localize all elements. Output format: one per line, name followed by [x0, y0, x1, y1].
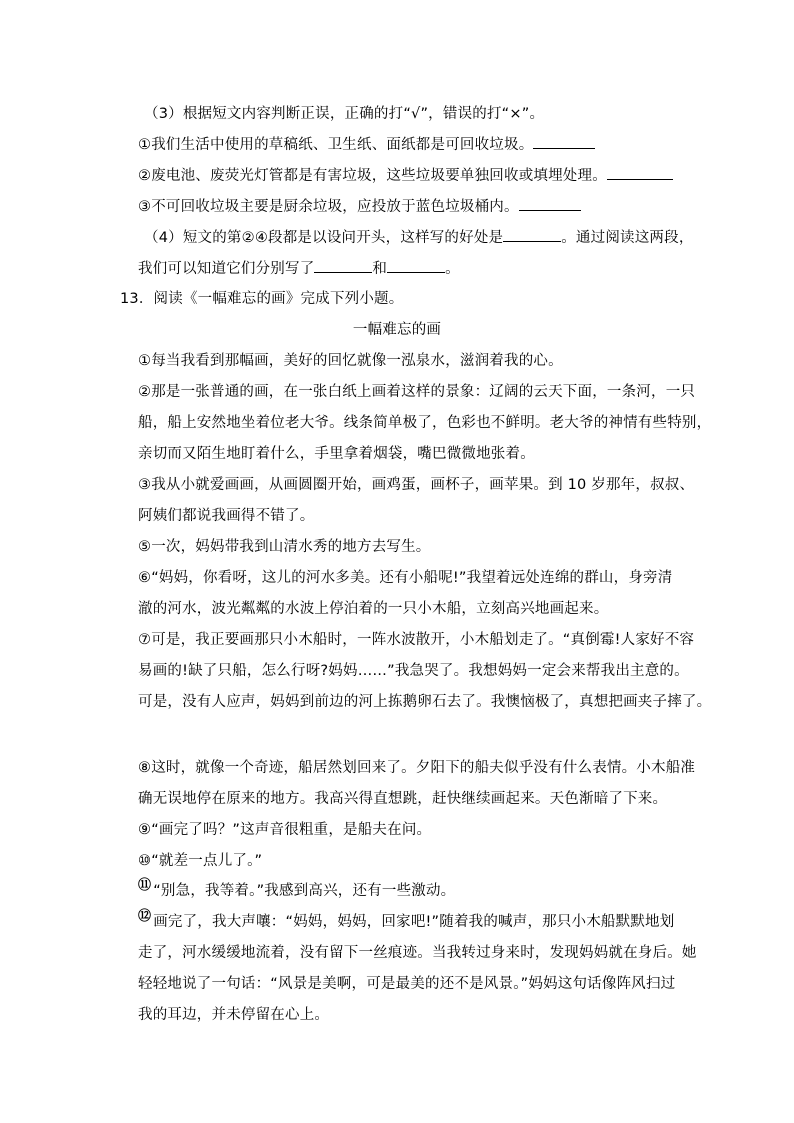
- paragraph-number-11: ⑪: [138, 878, 152, 893]
- story-line: ⑥“妈妈，你看呀，这儿的河水多美。还有小船呢!”我望着远处连绵的群山，身旁清: [138, 570, 673, 586]
- paragraph-11-text: “别急，我等着。”我感到高兴，还有一些激动。: [153, 883, 456, 899]
- q12-item2-text: ②废电池、废荧光灯管都是有害垃圾，这些垃圾要单独回收或填埋处理。: [138, 168, 607, 184]
- q12-item2: [138, 165, 673, 186]
- paragraph-12-text: 画完了，我大声嚷：“妈妈，妈妈，回家吧!”随着我的喊声，那只小木船默默地划: [153, 914, 675, 930]
- story-line: ⑧这时，就像一个奇迹，船居然划回来了。夕阳下的船夫似乎没有什么表情。小木船准: [138, 760, 696, 776]
- answer-blank[interactable]: [607, 165, 673, 180]
- q12-part4-text: 。通过阅读这两段，: [561, 230, 694, 246]
- story-line: ⑦可是，我正要画那只小木船时，一阵水波散开，小木船划走了。“真倒霉!人家好不容: [138, 632, 695, 648]
- paragraph-number-12: ⑫: [138, 909, 152, 924]
- story-line: 确无误地停在原来的地方。我高兴得直想跳，赶快继续画起来。天色渐暗了下来。: [138, 791, 668, 807]
- answer-blank[interactable]: [387, 258, 445, 273]
- story-line: ②那是一张普通的画，在一张白纸上画着这样的景象：辽阔的云天下面，一条河，一只: [138, 384, 696, 400]
- story-line: ①每当我看到那幅画，美好的回忆就像一泓泉水，滋润着我的心。: [138, 353, 563, 369]
- story-line: 可是，没有人应声，妈妈到前边的河上拣鹅卵石去了。我懊恼极了，真想把画夹子摔了。: [138, 694, 712, 710]
- story-line: 船，船上安然地坐着位老大爷。线条简单极了，色彩也不鲜明。老大爷的神情有些特别，: [138, 415, 712, 431]
- q12-part4-line1: [144, 227, 694, 248]
- answer-blank[interactable]: [533, 134, 595, 149]
- paragraph-12: [138, 907, 674, 932]
- story-line: ⑨“画完了吗？”这声音很粗重，是船夫在问。: [138, 822, 432, 838]
- q12-item1-text: ①我们生活中使用的草稿纸、卫生纸、面纸都是可回收垃圾。: [138, 137, 534, 153]
- paragraph-11: [138, 876, 455, 901]
- story-line: 我的耳边，并未停留在心上。: [138, 1007, 330, 1023]
- answer-blank[interactable]: [314, 258, 372, 273]
- q12-part3-prompt: （3）根据短文内容判断正误，正确的打“√”，错误的打“×”。: [144, 106, 545, 122]
- answer-blank[interactable]: [519, 196, 581, 211]
- q12-item3-text: ③不可回收垃圾主要是厨余垃圾，应投放于蓝色垃圾桶内。: [138, 199, 519, 215]
- q12-item3: [138, 196, 581, 217]
- story-line: 轻轻地说了一句话：“风景是美啊，可是最美的还不是风景。”妈妈这句话像阵风扫过: [138, 976, 676, 992]
- q12-part4-text: （4）短文的第②④段都是以设问开头，这样写的好处是: [144, 230, 504, 246]
- story-line: 阿姨们都说我画得不错了。: [138, 508, 315, 524]
- story-line: ③我从小就爱画画，从画圆圈开始，画鸡蛋，画杯子，画苹果。到 10 岁那年，叔叔、: [138, 477, 695, 493]
- q12-part4-text: 我们可以知道它们分别写了: [138, 261, 315, 277]
- story-line: ⑤一次，妈妈带我到山清水秀的地方去写生。: [138, 539, 431, 555]
- story-line: 易画的!缺了只船，怎么行呀?妈妈……”我急哭了。我想妈妈一定会来帮我出主意的。: [138, 663, 689, 679]
- story-title: 一幅难忘的画: [352, 322, 442, 338]
- story-line: 亲切而又陌生地盯着什么，手里拿着烟袋，嘴巴微微地张着。: [138, 446, 535, 462]
- q12-item1: [138, 134, 595, 155]
- story-line: 走了，河水缓缓地流着，没有留下一丝痕迹。当我转过身来时，发现妈妈就在身后。她: [138, 945, 697, 961]
- story-line: 澈的河水，波光粼粼的水波上停泊着的一只小木船，立刻高兴地画起来。: [138, 601, 609, 617]
- answer-blank[interactable]: [503, 227, 561, 242]
- q12-part4-text: 和: [372, 261, 388, 277]
- q12-part4-line2: [138, 258, 460, 279]
- q13-header: 13．阅读《一幅难忘的画》完成下列小题。: [120, 291, 404, 307]
- q12-part4-text: 。: [445, 261, 460, 277]
- story-line: ⑩“就差一点儿了。”: [138, 853, 263, 869]
